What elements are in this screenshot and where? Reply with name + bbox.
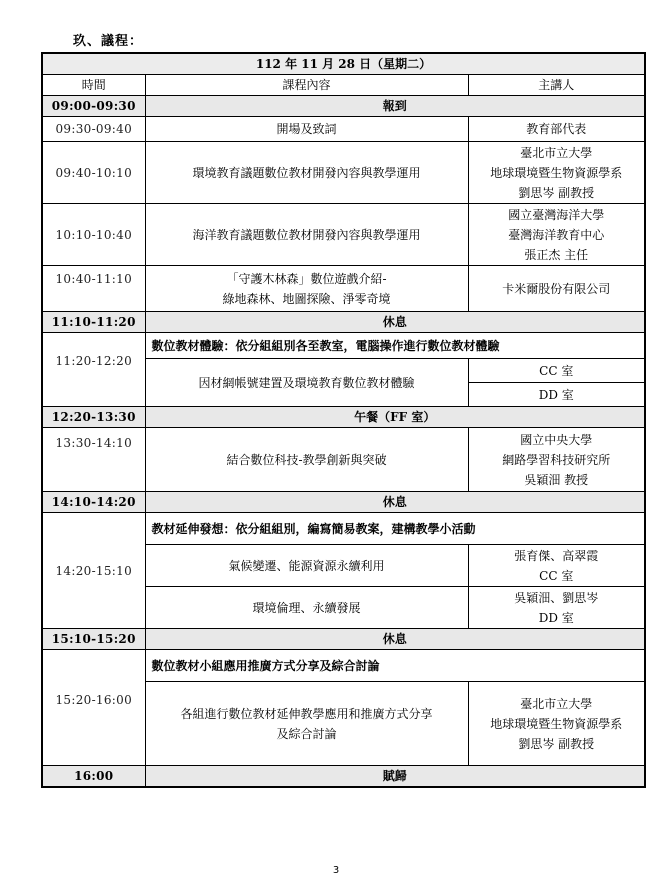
content-line: 各組進行數位教材延伸教學應用和推廣方式分享 [180,706,433,721]
speaker-line: 地球環境暨生物資源學系 [490,165,623,180]
table-row [42,513,645,545]
speaker-line: 國立臺灣海洋大學 [508,207,605,222]
activity-header: 數位教材體驗：依分組組別各至教室，電腦操作進行數位教材體驗 [145,333,645,359]
content-cell: 結合數位科技-教學創新與突破 [145,428,468,492]
session-title: 休息 [145,629,645,650]
speaker-cell [468,428,645,492]
table-row [42,117,645,142]
time-cell: 14:20-15:10 [42,513,145,629]
activity-header: 數位教材小組應用推廣方式分享及綜合討論 [145,650,645,682]
speaker-line: 網路學習科技研究所 [502,452,611,467]
table-row [42,407,645,428]
time-cell: 09:00-09:30 [42,96,145,117]
section-heading: 玖、議程： [73,34,144,49]
time-cell: 12:20-13:30 [42,407,145,428]
table-row [42,204,645,266]
speaker-cell: 教育部代表 [468,117,645,142]
column-header-content: 課程內容 [145,75,468,96]
table-row [42,96,645,117]
time-cell: 15:20-16:00 [42,650,145,766]
date-title: 112 年 11 月 28 日（星期二） [42,53,645,75]
time-cell: 11:10-11:20 [42,312,145,333]
speaker-line: CC 室 [539,568,574,583]
content-line: 及綜合討論 [276,726,337,741]
speaker-cell [468,142,645,204]
time-cell: 10:40-11:10 [42,266,145,312]
column-header-speaker: 主講人 [468,75,645,96]
session-title: 午餐（FF 室） [145,407,645,428]
agenda-table [41,52,646,788]
speaker-line: 吳穎沺 教授 [524,472,589,487]
room-cell: DD 室 [468,383,645,407]
time-cell: 10:10-10:40 [42,204,145,266]
content-cell [145,266,468,312]
speaker-line: 吳穎沺、劉思岑 [514,590,599,605]
content-cell: 開場及致詞 [145,117,468,142]
speaker-line: 張正杰 主任 [524,247,589,262]
session-title: 報到 [145,96,645,117]
content-cell: 氣候變遷、能源資源永續利用 [145,545,468,587]
speaker-cell [468,545,645,587]
table-row [42,312,645,333]
table-row [42,650,645,682]
speaker-cell [468,204,645,266]
room-cell: CC 室 [468,359,645,383]
speaker-line: 臺北市立大學 [520,145,593,160]
speaker-line: 臺灣海洋教育中心 [508,227,605,242]
table-row [42,333,645,359]
speaker-line: 劉思岑 副教授 [518,185,595,200]
speaker-line: 國立中央大學 [520,432,593,447]
time-cell: 16:00 [42,766,145,788]
session-title: 休息 [145,312,645,333]
page-number: 3 [332,865,340,876]
time-cell: 15:10-15:20 [42,629,145,650]
speaker-cell: 卡米爾股份有限公司 [468,266,645,312]
content-line: 「守護木林森」數位遊戲介紹- [226,271,387,286]
table-row [42,142,645,204]
table-row [42,492,645,513]
content-cell: 海洋教育議題數位教材開發內容與教學運用 [145,204,468,266]
speaker-line: 臺北市立大學 [520,696,593,711]
speaker-line: 劉思岑 副教授 [518,736,595,751]
content-cell [145,682,468,766]
content-cell: 環境教育議題數位教材開發內容與教學運用 [145,142,468,204]
activity-header: 教材延伸發想：依分組組別，編寫簡易教案，建構教學小活動 [145,513,645,545]
content-cell: 因材網帳號建置及環境教育數位教材體驗 [145,359,468,407]
content-cell: 環境倫理、永續發展 [145,587,468,629]
time-cell: 11:20-12:20 [42,333,145,407]
table-row [42,428,645,492]
time-cell: 09:40-10:10 [42,142,145,204]
speaker-cell [468,682,645,766]
time-cell: 14:10-14:20 [42,492,145,513]
table-row [42,766,645,788]
speaker-line: 地球環境暨生物資源學系 [490,716,623,731]
table-row [42,629,645,650]
session-title: 休息 [145,492,645,513]
time-cell: 13:30-14:10 [42,428,145,492]
time-cell: 09:30-09:40 [42,117,145,142]
speaker-cell [468,587,645,629]
speaker-line: 張育傑、高翠霞 [514,548,599,563]
table-row [42,266,645,312]
speaker-line: DD 室 [538,610,574,625]
column-header-row [42,75,645,96]
column-header-time: 時間 [42,75,145,96]
content-line: 綠地森林、地圖探險、淨零奇境 [222,291,391,306]
date-row [42,53,645,75]
session-title: 賦歸 [145,766,645,788]
